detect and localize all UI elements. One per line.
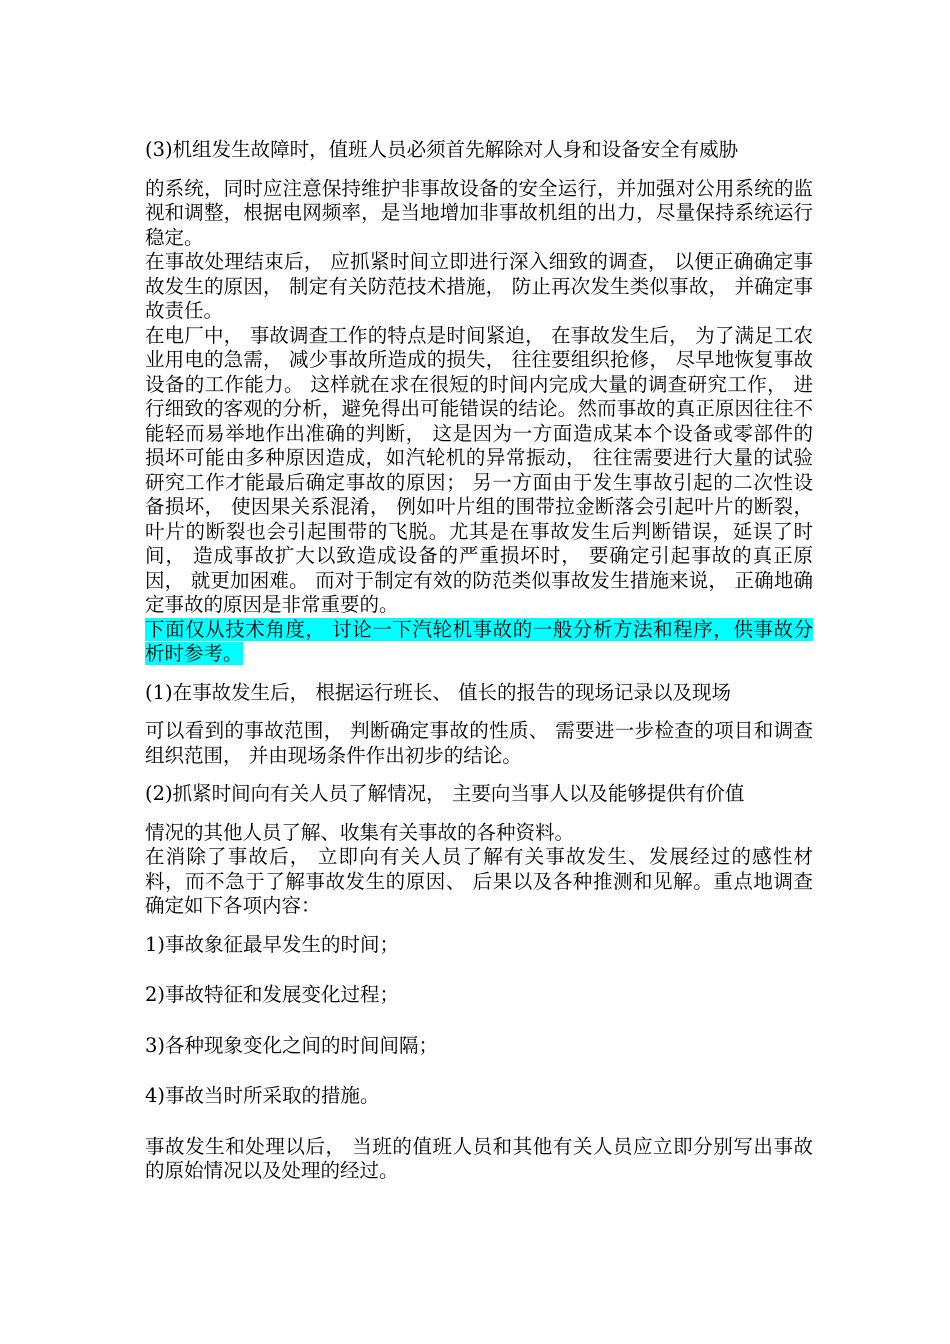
paragraph-3-lead: (3)机组发生故障时，值班人员必须首先解除对人身和设备安全有威胁 [145, 138, 739, 161]
document-body [145, 138, 813, 1184]
paragraph-2-lead: (2)抓紧时间向有关人员了解情况， 主要向当事人以及能够提供有价值 [145, 782, 745, 805]
list-item-2: 2)事故特征和发展变化过程； [145, 983, 400, 1006]
paragraph-after-elimination: 在消除了事故后， 立即向有关人员了解有关事故发生、发展经过的感性材料，而不急于了解事故发生的原因、 后果以及各种推测和见解。重点地调查确定如下各项内容： [145, 845, 813, 917]
paragraph-1-continuation: 可以看到的事故范围， 判断确定事故的性质、 需要进一步检查的项目和调查组织范围， 并由现场条件作出初步的结论。 [145, 719, 813, 767]
paragraph-3-continuation: 的系统，同时应注意保持维护非事故设备的安全运行，并加强对公用系统的监视和调整，根据电网频率，是当地增加非事故机组的出力，尽量保持系统运行稳定。 [145, 176, 813, 249]
paragraph-highlighted [145, 618, 813, 667]
list-item-4: 4)事故当时所采取的措施。 [145, 1084, 380, 1107]
paragraph-final: 事故发生和处理以后， 当班的值班人员和其他有关人员应立即分别写出事故的原始情况以及处理的经过。 [145, 1134, 813, 1182]
list-item-1: 1)事故象征最早发生的时间； [145, 932, 400, 956]
paragraph-investigation: 在事故处理结束后， 应抓紧时间立即进行深入细致的调查， 以便正确确定事故发生的原因， 制定有关防范技术措施， 防止再次发生类似事故， 并确定事故责任。 [145, 250, 813, 322]
paragraph-1-lead: (1)在事故发生后， 根据运行班长、 值长的报告的现场记录以及现场 [145, 680, 732, 704]
list-item-3: 3)各种现象变化之间的时间间隔； [145, 1033, 439, 1057]
paragraph-power-plant: 在电厂中， 事故调查工作的特点是时间紧迫， 在事故发生后， 为了满足工农业用电的急需， 减少事故所造成的损失， 往往要组织抢修， 尽早地恢复事故设备的工作能力。 这样就在求在很短的时间内完成大量的调查研究工作， 进行细致的客观的分析，避免得出可能错误的结论。然而事故的真正原因往往不能轻而易举地作出准确的判断， 这是因为一方面造成某本个设备或零部件的损坏可能由多种原因造成，如汽轮机的异常振动， 往往需要进行大量的试验研究工作才能最后确定事故的原因； 另一方面由于发生事故引起的二次性设备损坏， 使因果关系混淆， 例如叶片组的围带拉金断落会引起叶片的断裂，叶片的断裂也会引起围带的飞脱。尤其是在事故发生后判断错误，延误了时间， 造成事故扩大以致造成设备的严重损坏时， 要确定引起事故的真正原因， 就更加困难。 而对于制定有效的防范类似事故发生措施来说， 正确地确定事故的原因是非常重要的。 [145, 323, 813, 616]
paragraph-2-continuation: 情况的其他人员了解、收集有关事故的各种资料。 [145, 820, 575, 844]
highlighted-text: 下面仅从技术角度， 讨论一下汽轮机事故的一般分析方法和程序，供事故分析时参考。 [145, 617, 813, 665]
